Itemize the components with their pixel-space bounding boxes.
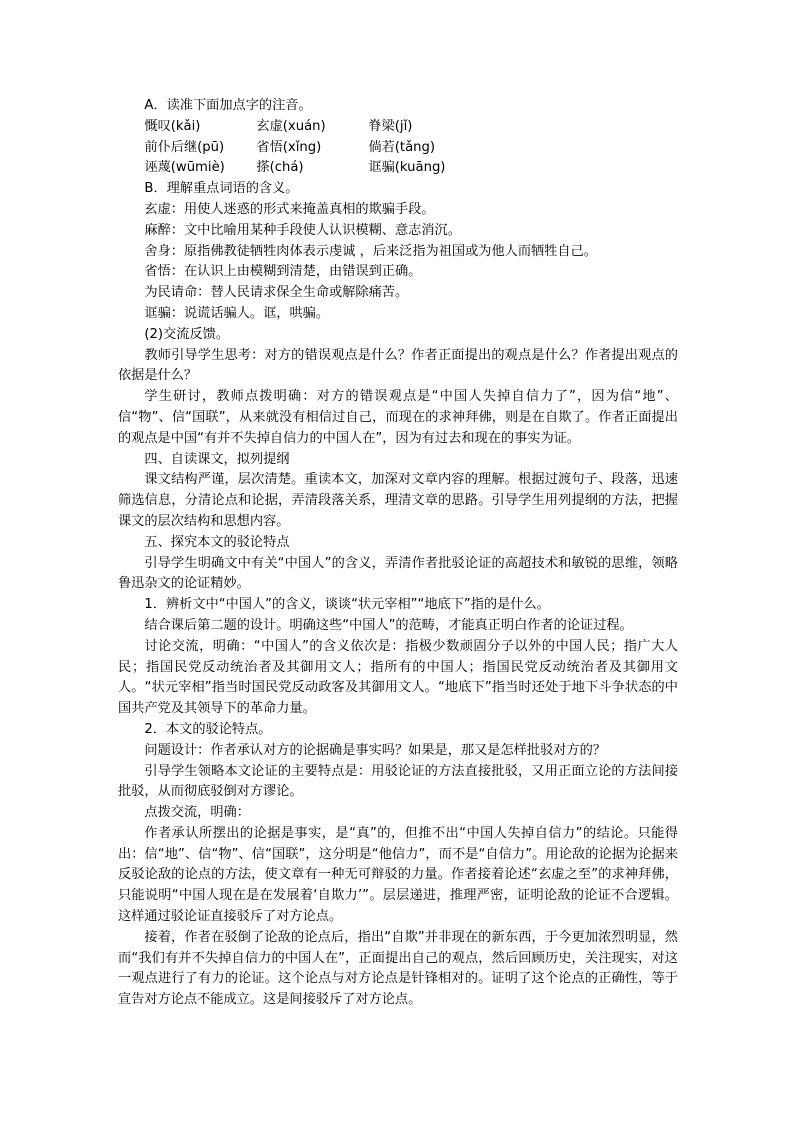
paragraph: 结合课后第二题的设计。明确这些“中国人”的范畴，才能真正明白作者的论证过程。 bbox=[144, 617, 633, 633]
pinyin-item: 诬蔑(wūmiè) bbox=[144, 160, 225, 176]
term-definition: 舍身：原指佛教徒牺牲肉体表示虔诚 ，后来泛指为祖国或为他人而牺牲自己。 bbox=[144, 243, 597, 259]
pinyin-row bbox=[118, 158, 678, 179]
term-definition: 诓骗：说谎话骗人。诓，哄骗。 bbox=[144, 305, 330, 321]
paragraph: 引导学生明确文中有关“中国人”的含义，弄清作者批驳论证的高超技术和敏锐的思维，领略鲁迅杂文的论证精妙。 bbox=[118, 555, 678, 592]
paragraph: 接着，作者在驳倒了论敌的论点后，指出“自欺”并非现在的新东西，于今更加浓烈明显，然而“我们有并不失掉自信力的中国人在”，正面提出自己的观点，然后回顾历史，关注现实，对这一观点进行了有力的论证。这个论点与对方论点是针锋相对的。证明了这个论点的正确性，等于宣告对方论点不能成立。这是间接驳斥了对方论点。 bbox=[118, 929, 678, 1008]
paragraph: 学生研讨，教师点拨明确：对方的错误观点是“中国人失掉自信力了”，因为信“地”、信“物”、信“国联”，从来就没有相信过自己，而现在的求神拜佛，则是在自欺了。作者正面提出的观点是中国“有并不失掉自信力的中国人在”，因为有过去和现在的事实为证。 bbox=[118, 389, 678, 446]
pinyin-item: 脊梁(jǐ) bbox=[368, 118, 413, 134]
section-b-heading: B．理解重点词语的含义。 bbox=[144, 181, 299, 197]
document-page bbox=[118, 96, 678, 1011]
pinyin-item: 省悟(xǐng) bbox=[256, 139, 322, 155]
section-heading: 四、自读课文，拟列提纲 bbox=[144, 451, 290, 467]
paragraph: 问题设计：作者承认对方的论据确是事实吗？如果是，那又是怎样批驳对方的？ bbox=[144, 742, 606, 758]
term-definition: 为民请命：替人民请求保全生命或解除痛苦。 bbox=[144, 285, 409, 301]
term-definition: 麻醉：文中比喻用某种手段使人认识模糊、意志消沉。 bbox=[144, 222, 461, 238]
term-definition: 省悟：在认识上由模糊到清楚，由错误到正确。 bbox=[144, 264, 422, 280]
term-definition: 玄虚：用使人迷惑的形式来掩盖真相的欺骗手段。 bbox=[144, 201, 435, 217]
pinyin-item: 玄虚(xuán) bbox=[256, 118, 326, 134]
pinyin-item: 诓骗(kuāng) bbox=[368, 160, 446, 176]
section-a-heading: A．读准下面加点字的注音。 bbox=[144, 98, 312, 113]
pinyin-item: 搽(chá) bbox=[256, 160, 304, 176]
subheading: (2)交流反馈。 bbox=[144, 326, 230, 342]
pinyin-item: 慨叹(kǎi) bbox=[144, 118, 201, 134]
pinyin-row bbox=[118, 117, 678, 138]
paragraph: 讨论交流，明确：“中国人”的含义依次是：指极少数顽固分子以外的中国人民；指广大人民；指国民党反动统治者及其御用文人；指所有的中国人；指国民党反动统治者及其御用文人。“状元宰相”指当时国民党反动政客及其御用文人。“地底下”指当时还处于地下斗争状态的中国共产党及其领导下的革命力量。 bbox=[118, 638, 678, 717]
paragraph: 点拨交流，明确： bbox=[144, 805, 250, 821]
pinyin-row bbox=[118, 138, 678, 159]
numbered-item: 1．辨析文中“中国人”的含义，谈谈“状元宰相”“地底下”指的是什么。 bbox=[144, 597, 550, 613]
paragraph: 教师引导学生思考：对方的错误观点是什么？作者正面提出的观点是什么？作者提出观点的依据是什么？ bbox=[118, 347, 678, 384]
section-heading: 五、探究本文的驳论特点 bbox=[144, 534, 290, 550]
paragraph: 课文结构严谨，层次清楚。重读本文，加深对文章内容的理解。根据过渡句子、段落，迅速筛选信息，分清论点和论据，弄清段落关系，理清文章的思路。引导学生用列提纲的方法，把握课文的层次结构和思想内容。 bbox=[118, 472, 678, 529]
pinyin-item: 前仆后继(pū) bbox=[144, 139, 225, 155]
numbered-item: 2．本文的驳论特点。 bbox=[144, 721, 272, 737]
pinyin-item: 倘若(tǎng) bbox=[368, 139, 436, 155]
paragraph: 作者承认所摆出的论据是事实，是“真”的，但推不出“中国人失掉自信力”的结论。只能得出：信“地”、信“物”、信“国联”，这分明是“他信力”，而不是“自信力”。用论敌的论据为论据来反驳论敌的论点的方法，使文章有一种无可辩驳的力量。作者接着论述“玄虚之至”的求神拜佛，只能说明“中国人现在是在发展着‘自欺力’”。层层递进，推理严密，证明论敌的论证不合逻辑。这样通过驳论证直接驳斥了对方论点。 bbox=[118, 825, 678, 925]
paragraph: 引导学生领略本文论证的主要特点是：用驳论证的方法直接批驳，又用正面立论的方法间接批驳，从而彻底驳倒对方谬论。 bbox=[118, 763, 678, 800]
